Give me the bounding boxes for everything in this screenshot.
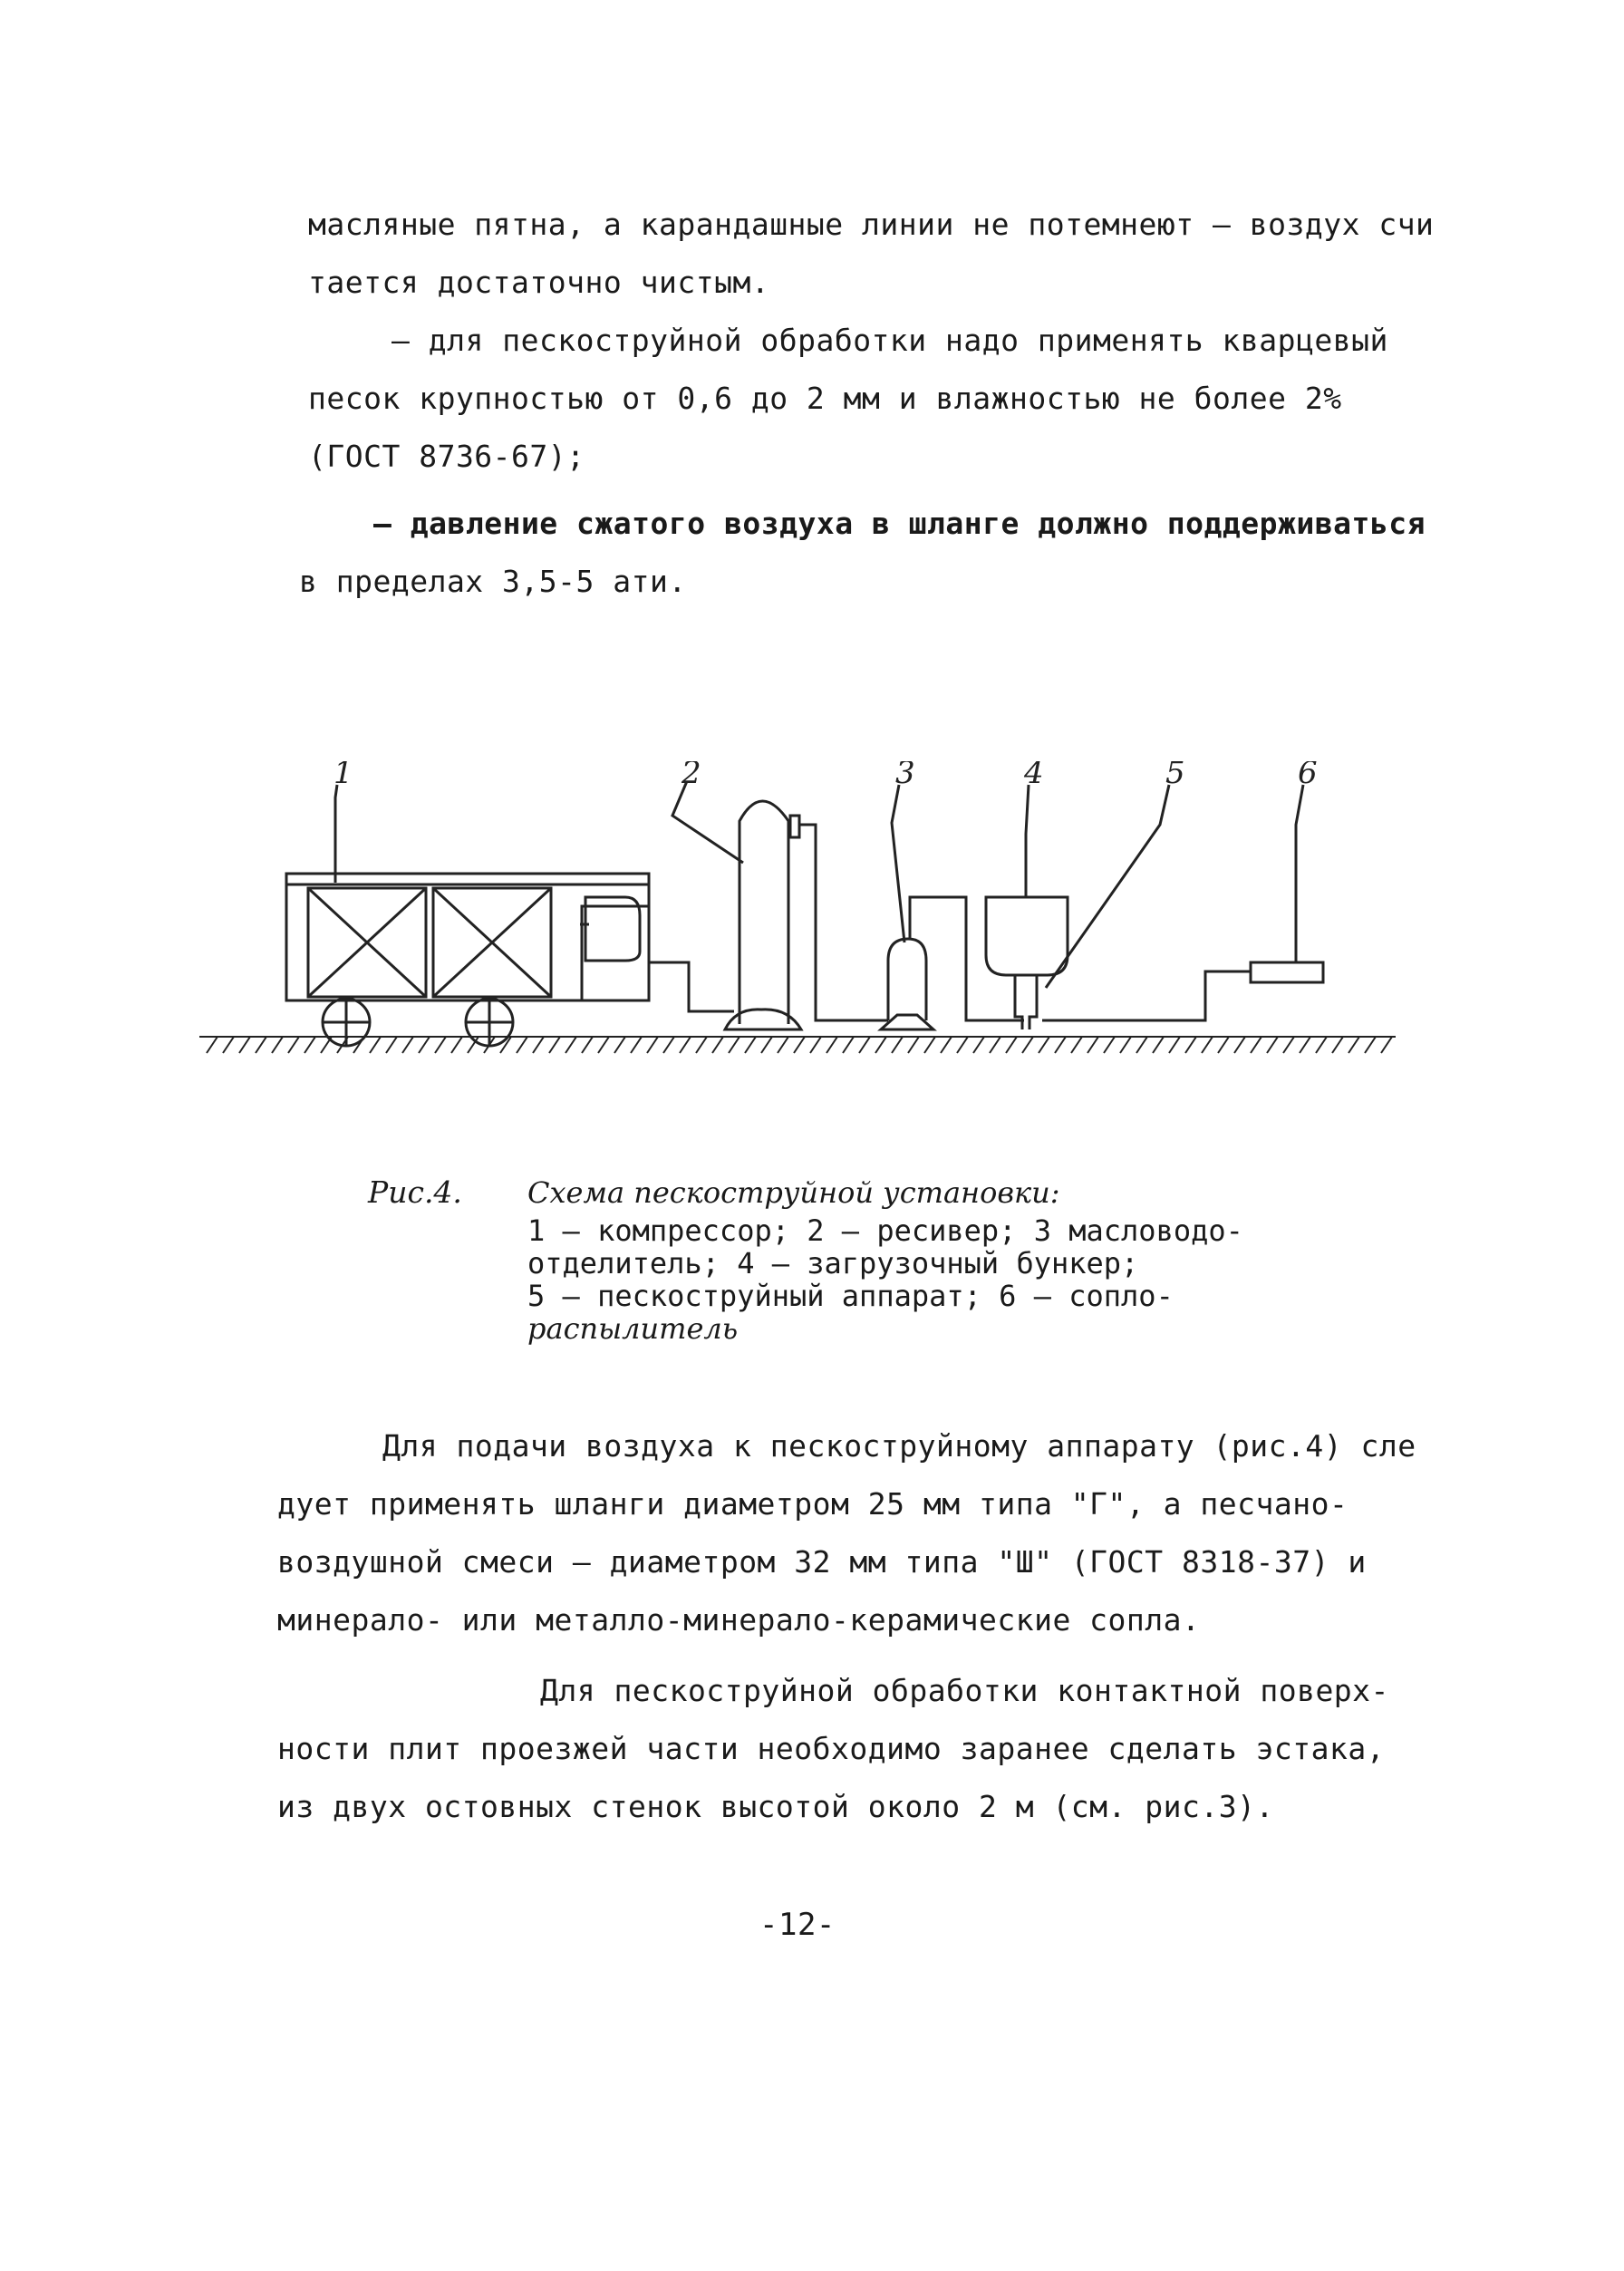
label-2: 2: [682, 761, 701, 791]
text-line: масляные пятна, а карандашные линии не потемнеют – воздух счи: [308, 207, 1435, 242]
loading-bunker: [986, 897, 1068, 975]
figure-caption-line: отделитель; 4 – загрузочный бункер;: [527, 1246, 1139, 1280]
text-line: ности плит проезжей части необходимо заранее сделать эстака,: [277, 1731, 1386, 1766]
text-line: дует применять шланги диаметром 25 мм типа "Г", а песчано-: [277, 1486, 1348, 1522]
label-6: 6: [1298, 761, 1318, 791]
text-line: в пределах 3,5-5 ати.: [299, 564, 687, 599]
text-line: песок крупностью от 0,6 до 2 мм и влажностью не более 2%: [308, 381, 1342, 416]
text-line: – давление сжатого воздуха в шланге должно поддерживаться: [373, 506, 1426, 541]
text-line: тается достаточно чистым.: [308, 265, 770, 300]
label-1: 1: [334, 761, 353, 791]
figure-caption-line: Схема пескоструйной установки:: [527, 1175, 1060, 1210]
receiver: [740, 801, 788, 1024]
sandblast-scheme-svg: [199, 761, 1414, 1060]
oil-water-separator: [888, 939, 926, 1020]
ground-hatching: [199, 1037, 1396, 1053]
text-line: Для подачи воздуха к пескоструйному аппарату (рис.4) сле: [382, 1428, 1416, 1464]
nozzle: [1251, 962, 1323, 982]
text-line: минерало- или металло-минерало-керамические сопла.: [277, 1602, 1201, 1638]
text-line: из двух остовных стенок высотой около 2 м (см. рис.3).: [277, 1789, 1274, 1824]
figure-caption-line: 1 – компрессор; 2 – ресивер; 3 масловодо-: [527, 1213, 1243, 1248]
text-line: Для пескоструйной обработки контактной поверх-: [540, 1673, 1389, 1708]
text-line: (ГОСТ 8736-67);: [308, 439, 585, 474]
label-5: 5: [1165, 761, 1185, 791]
page-number: -12-: [759, 1907, 836, 1943]
text-line: воздушной смеси – диаметром 32 мм типа "Ш" (ГОСТ 8318-37) и: [277, 1544, 1367, 1580]
figure-caption-line: 5 – пескоструйный аппарат; 6 – сопло-: [527, 1279, 1174, 1313]
label-4: 4: [1024, 761, 1044, 791]
label-3: 3: [895, 761, 915, 791]
text-line: – для пескоструйной обработки надо применять кварцевый: [392, 323, 1388, 358]
compressor-body: [286, 874, 649, 1000]
figure-caption-label: Рис.4.: [368, 1174, 462, 1210]
figure-caption-line: распылитель: [527, 1311, 739, 1346]
sandblast-diagram: [199, 761, 1414, 1060]
